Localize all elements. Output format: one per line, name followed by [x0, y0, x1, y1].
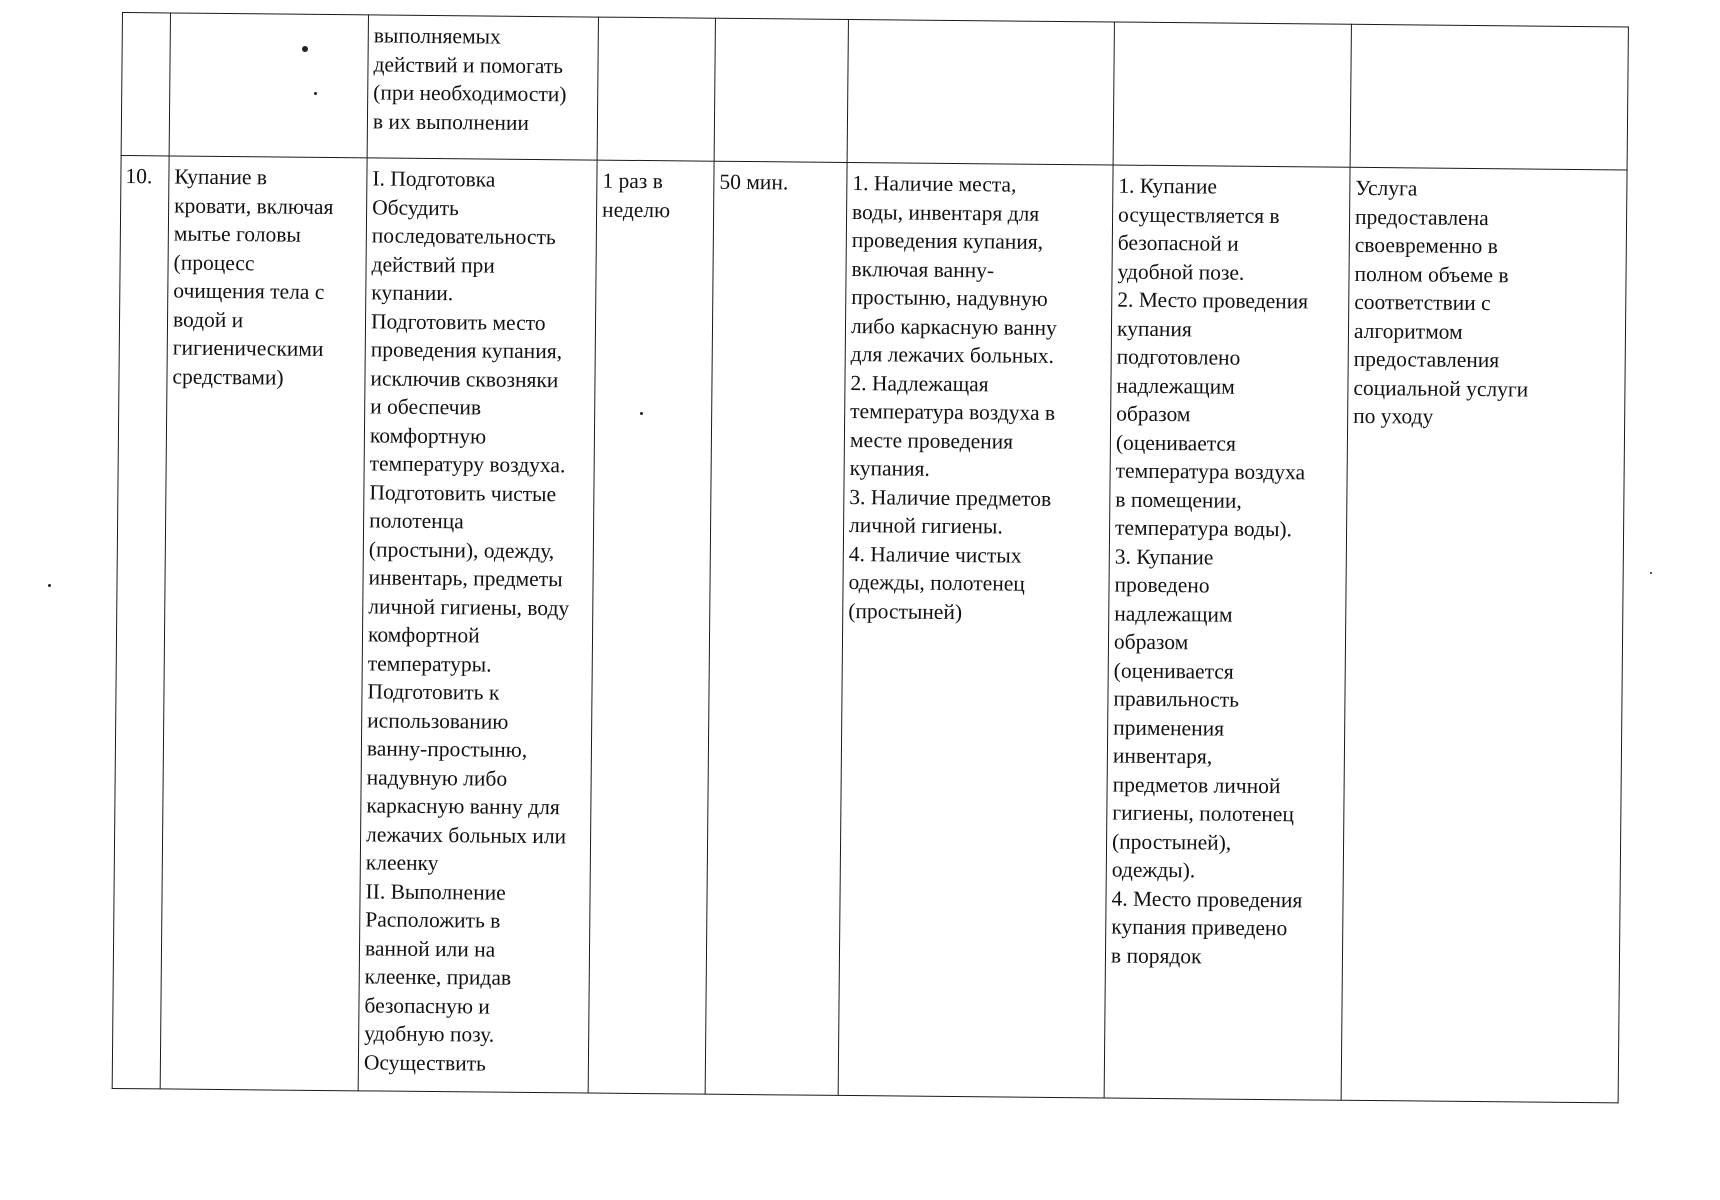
cell-duration: [714, 18, 848, 162]
scan-speck: [314, 92, 317, 95]
cell-result: [1350, 24, 1628, 170]
cell-service: [169, 13, 368, 158]
cell-quality: [1113, 22, 1351, 167]
cell-service: Купание в кровати, включая мытье головы (процесс очищения тела с водой и гигиеническими средствами): [160, 156, 367, 1091]
cell-quality: 1. Купание осуществляется в безопасной и удобной позе. 2. Место проведения купания подготовлено надлежащим образом (оценивается температура воздуха в помещении, температура воды). 3. Купание проведено надлежащим образом (оценивается правильность применения инвентаря, предметов личной гигиены, полотенец (простыней), одежды). 4. Место проведения купания приведено в порядок: [1104, 165, 1350, 1100]
scan-speck: [48, 584, 51, 587]
cell-frequency: [597, 17, 715, 161]
cell-result: Услуга предоставлена своевременно в полном объеме в соответствии с алгоритмом предоставления социальной услуги по уходу: [1341, 167, 1627, 1103]
scan-speck: [1650, 572, 1652, 574]
cell-actions: выполняемых действий и помогать (при необходимости) в их выполнении: [367, 15, 598, 160]
cell-duration: 50 мин.: [705, 161, 847, 1095]
cell-number: 10.: [112, 155, 169, 1088]
cell-frequency: 1 раз в неделю: [588, 160, 714, 1094]
scan-speck: [640, 412, 643, 415]
services-table: [112, 12, 1629, 1103]
table-row-continuation: [121, 13, 1628, 170]
cell-actions: I. Подготовка Обсудить последовательность действий при купании. Подготовить место проведения купания, исключив сквозняки и обеспечив комфортную температуру воздуха. Подготовить чистые полотенца (простыни), одежду, инвентарь, предметы личной гигиены, воду комфортной температуры. Подготовить к использованию ванну-простыню, надувную либо каркасную ванну для лежачих больных или клеенку II. Выполнение Расположить в ванной или на клеенке, придав безопасную и удобную позу. Осуществить: [358, 158, 597, 1093]
scan-speck: [302, 46, 308, 52]
cell-conditions: 1. Наличие места, воды, инвентаря для проведения купания, включая ванну- простыню, надувную либо каркасную ванну для лежачих больных. 2. Надлежащая температура воздуха в месте проведения купания. 3. Наличие предметов личной гигиены. 4. Наличие чистых одежды, полотенец (простыней): [838, 162, 1113, 1098]
table-row-10: [112, 155, 1627, 1102]
cell-conditions: [847, 19, 1114, 165]
document-sheet: [112, 12, 1628, 1106]
cell-number: [121, 13, 170, 156]
